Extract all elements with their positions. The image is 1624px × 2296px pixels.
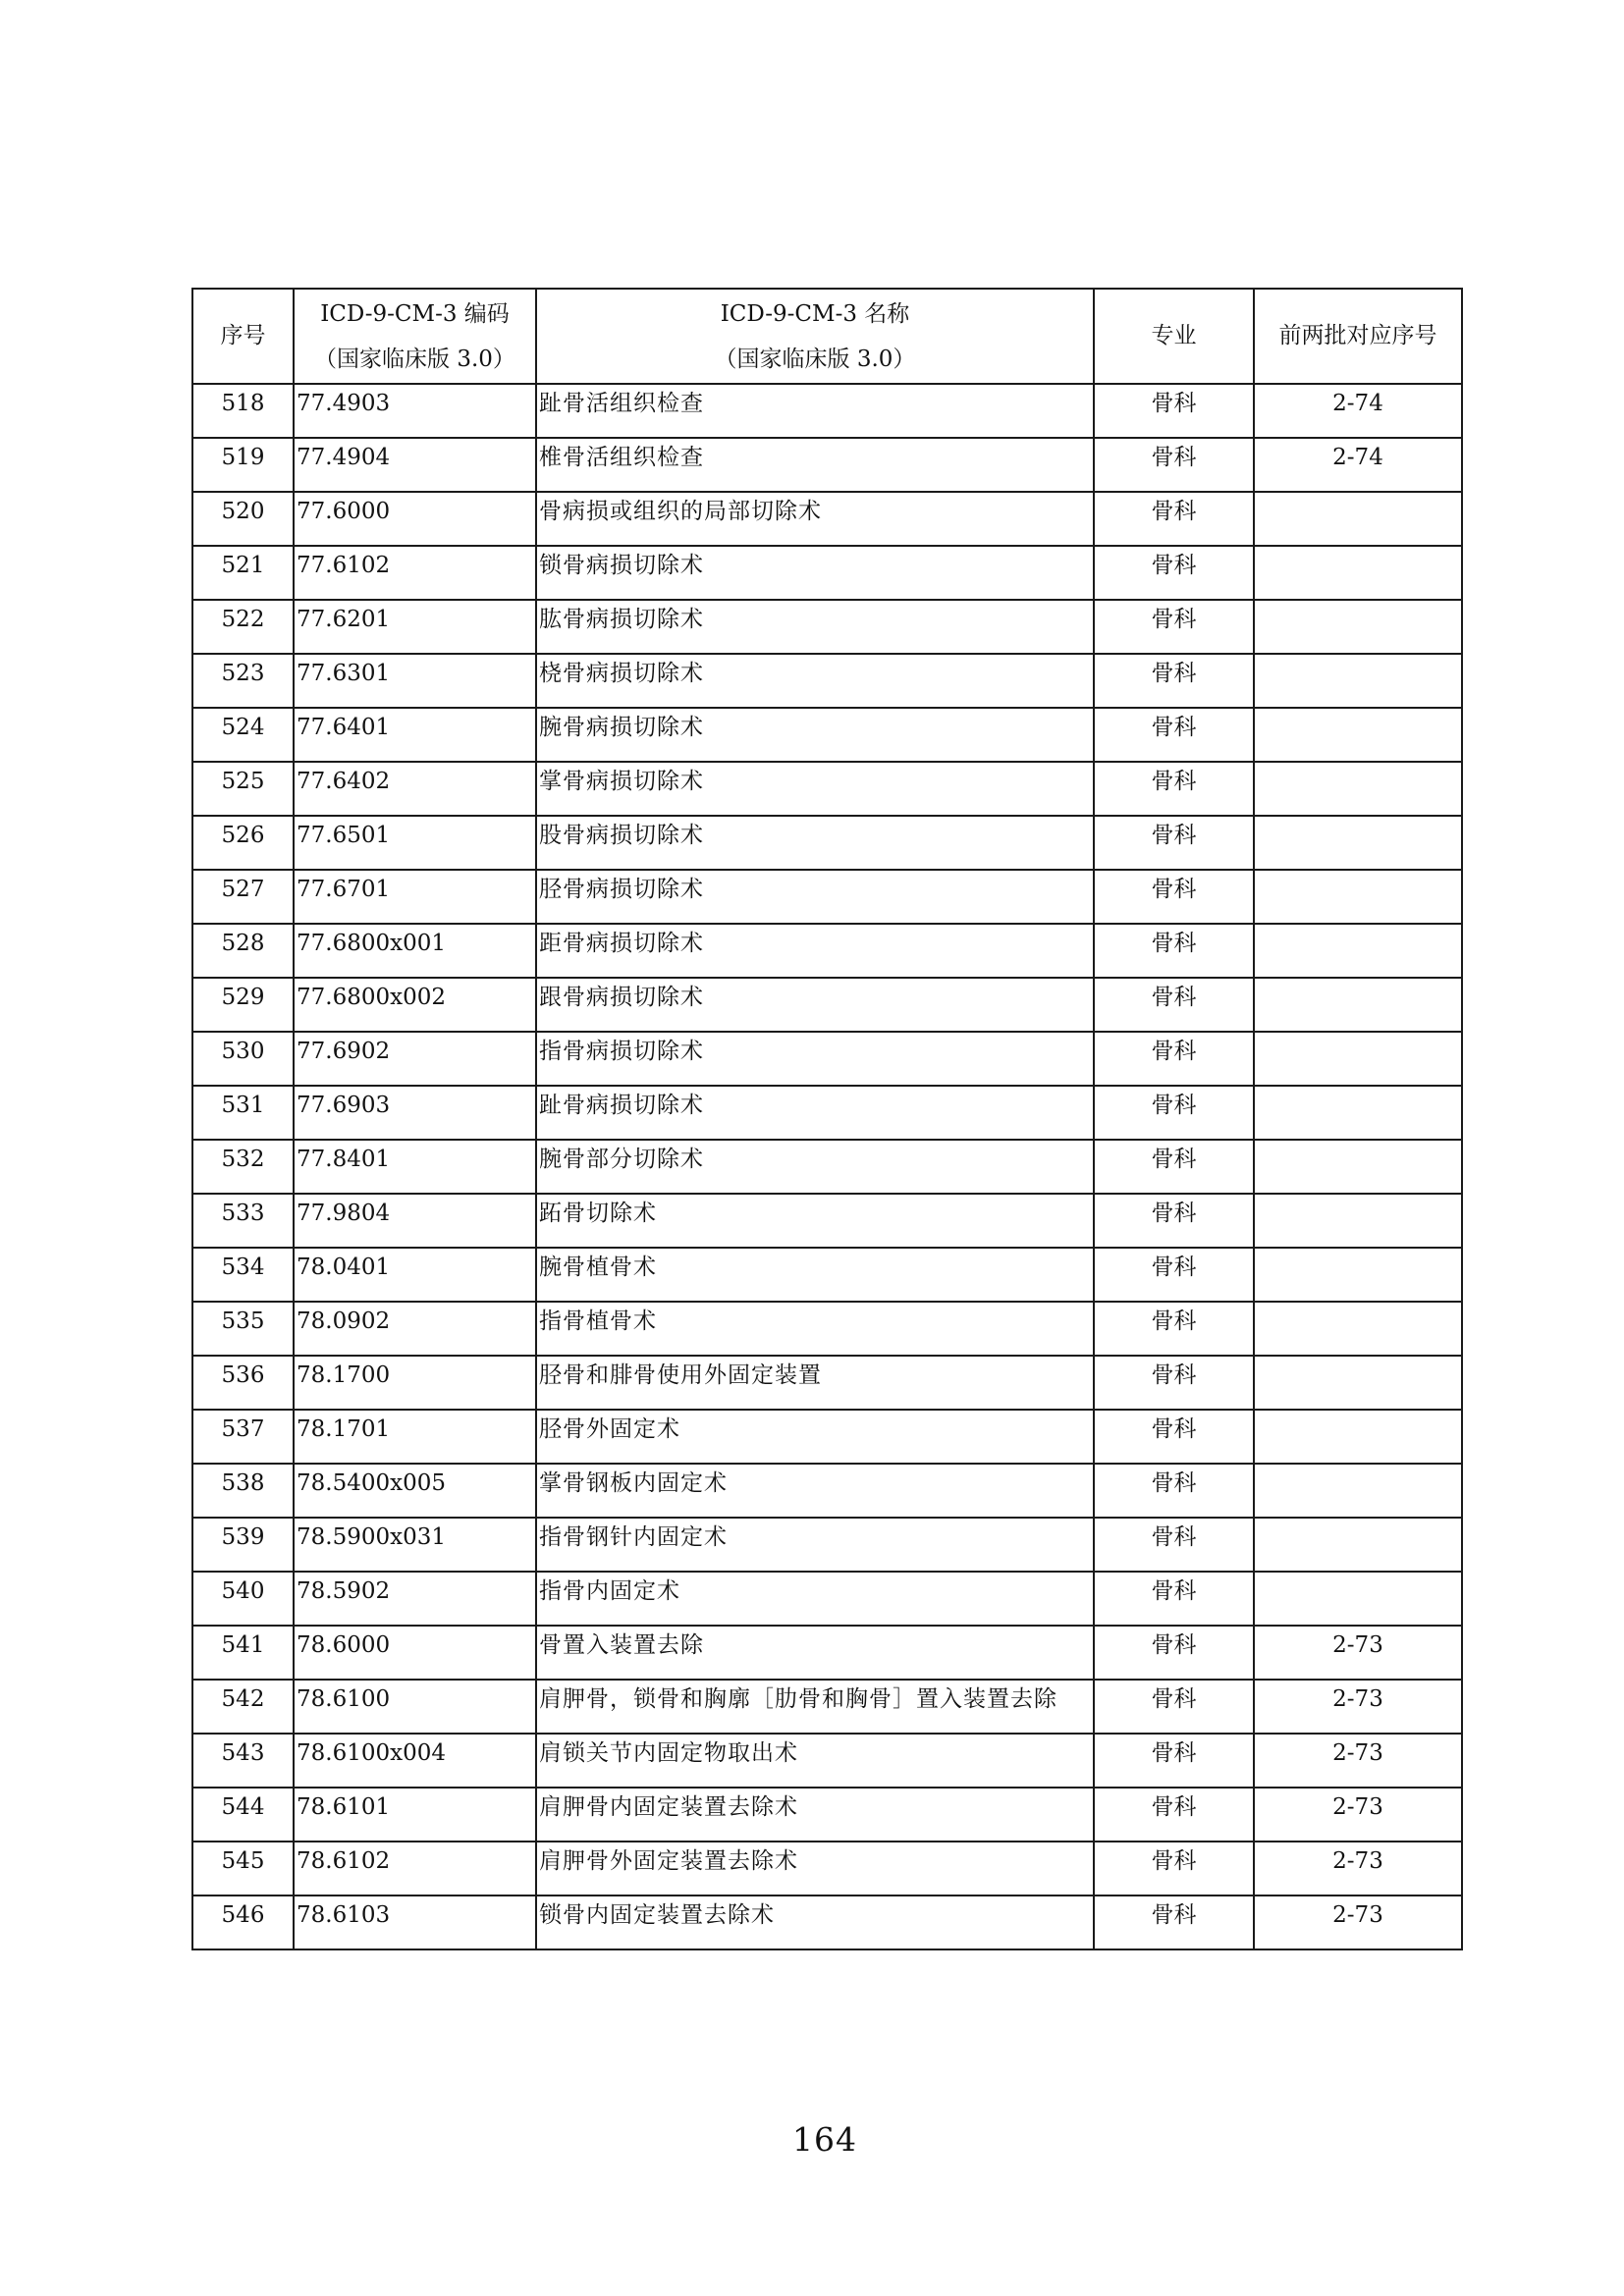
cell-specialty: 骨科 [1094, 654, 1254, 708]
cell-specialty: 骨科 [1094, 1032, 1254, 1086]
cell-specialty: 骨科 [1094, 1572, 1254, 1626]
cell-name: 肩胛骨外固定装置去除术 [536, 1842, 1094, 1896]
cell-specialty: 骨科 [1094, 1734, 1254, 1788]
cell-name: 指骨钢针内固定术 [536, 1518, 1094, 1572]
header-seq: 序号 [192, 289, 294, 384]
table-row [192, 654, 1462, 708]
cell-name: 腕骨部分切除术 [536, 1140, 1094, 1194]
cell-specialty: 骨科 [1094, 1464, 1254, 1518]
cell-prev-seq [1254, 1464, 1462, 1518]
cell-specialty: 骨科 [1094, 492, 1254, 546]
cell-code: 78.5902 [294, 1572, 536, 1626]
cell-name: 锁骨内固定装置去除术 [536, 1896, 1094, 1949]
cell-seq: 539 [192, 1518, 294, 1572]
cell-code: 77.6301 [294, 654, 536, 708]
table-row [192, 600, 1462, 654]
cell-seq: 541 [192, 1626, 294, 1680]
cell-seq: 536 [192, 1356, 294, 1410]
header-prev-seq: 前两批对应序号 [1254, 289, 1462, 384]
cell-code: 78.1701 [294, 1410, 536, 1464]
cell-name: 肩胛骨内固定装置去除术 [536, 1788, 1094, 1842]
cell-prev-seq [1254, 816, 1462, 870]
table-row [192, 1356, 1462, 1410]
cell-seq: 530 [192, 1032, 294, 1086]
cell-code: 78.6100x004 [294, 1734, 536, 1788]
icd-procedure-table [191, 288, 1463, 1950]
cell-seq: 545 [192, 1842, 294, 1896]
cell-name: 指骨植骨术 [536, 1302, 1094, 1356]
cell-specialty: 骨科 [1094, 924, 1254, 978]
cell-prev-seq [1254, 1356, 1462, 1410]
table-row [192, 978, 1462, 1032]
cell-specialty: 骨科 [1094, 978, 1254, 1032]
cell-code: 77.6903 [294, 1086, 536, 1140]
cell-seq: 544 [192, 1788, 294, 1842]
cell-specialty: 骨科 [1094, 1410, 1254, 1464]
cell-prev-seq [1254, 492, 1462, 546]
cell-code: 77.6800x001 [294, 924, 536, 978]
cell-prev-seq [1254, 1518, 1462, 1572]
cell-seq: 542 [192, 1680, 294, 1734]
cell-name: 肱骨病损切除术 [536, 600, 1094, 654]
table-row [192, 1734, 1462, 1788]
cell-code: 78.0401 [294, 1248, 536, 1302]
cell-code: 77.4904 [294, 438, 536, 492]
cell-name: 掌骨钢板内固定术 [536, 1464, 1094, 1518]
cell-code: 77.8401 [294, 1140, 536, 1194]
cell-prev-seq [1254, 708, 1462, 762]
cell-code: 77.6000 [294, 492, 536, 546]
cell-seq: 532 [192, 1140, 294, 1194]
cell-seq: 535 [192, 1302, 294, 1356]
cell-seq: 528 [192, 924, 294, 978]
cell-specialty: 骨科 [1094, 438, 1254, 492]
table-row [192, 1572, 1462, 1626]
cell-seq: 524 [192, 708, 294, 762]
cell-seq: 540 [192, 1572, 294, 1626]
cell-seq: 531 [192, 1086, 294, 1140]
cell-seq: 519 [192, 438, 294, 492]
cell-name: 桡骨病损切除术 [536, 654, 1094, 708]
table-row [192, 924, 1462, 978]
cell-prev-seq [1254, 1194, 1462, 1248]
table-row [192, 1140, 1462, 1194]
cell-prev-seq: 2-73 [1254, 1626, 1462, 1680]
cell-specialty: 骨科 [1094, 1194, 1254, 1248]
cell-prev-seq: 2-73 [1254, 1842, 1462, 1896]
table-row [192, 816, 1462, 870]
cell-specialty: 骨科 [1094, 1626, 1254, 1680]
cell-prev-seq [1254, 978, 1462, 1032]
cell-code: 78.5400x005 [294, 1464, 536, 1518]
cell-name: 距骨病损切除术 [536, 924, 1094, 978]
cell-specialty: 骨科 [1094, 1680, 1254, 1734]
cell-prev-seq [1254, 1302, 1462, 1356]
cell-prev-seq [1254, 546, 1462, 600]
cell-name: 跟骨病损切除术 [536, 978, 1094, 1032]
table-row [192, 1302, 1462, 1356]
table-row [192, 1464, 1462, 1518]
cell-specialty: 骨科 [1094, 1518, 1254, 1572]
cell-prev-seq [1254, 600, 1462, 654]
cell-code: 77.4903 [294, 384, 536, 438]
cell-prev-seq: 2-73 [1254, 1896, 1462, 1949]
cell-name: 椎骨活组织检查 [536, 438, 1094, 492]
cell-code: 77.6701 [294, 870, 536, 924]
cell-seq: 546 [192, 1896, 294, 1949]
cell-prev-seq [1254, 1032, 1462, 1086]
cell-code: 77.6201 [294, 600, 536, 654]
cell-prev-seq [1254, 1572, 1462, 1626]
cell-seq: 534 [192, 1248, 294, 1302]
cell-seq: 521 [192, 546, 294, 600]
cell-specialty: 骨科 [1094, 1356, 1254, 1410]
table-row [192, 870, 1462, 924]
cell-code: 78.6103 [294, 1896, 536, 1949]
cell-prev-seq: 2-73 [1254, 1680, 1462, 1734]
cell-prev-seq [1254, 1248, 1462, 1302]
cell-seq: 520 [192, 492, 294, 546]
cell-seq: 518 [192, 384, 294, 438]
table-row [192, 1680, 1462, 1734]
header-specialty: 专业 [1094, 289, 1254, 384]
cell-code: 77.6401 [294, 708, 536, 762]
cell-seq: 526 [192, 816, 294, 870]
cell-prev-seq [1254, 1086, 1462, 1140]
cell-code: 78.6101 [294, 1788, 536, 1842]
cell-name: 肩锁关节内固定物取出术 [536, 1734, 1094, 1788]
table-row [192, 1896, 1462, 1949]
cell-code: 77.6402 [294, 762, 536, 816]
cell-prev-seq: 2-73 [1254, 1734, 1462, 1788]
cell-specialty: 骨科 [1094, 600, 1254, 654]
cell-specialty: 骨科 [1094, 708, 1254, 762]
cell-specialty: 骨科 [1094, 1140, 1254, 1194]
cell-specialty: 骨科 [1094, 870, 1254, 924]
table-row [192, 1032, 1462, 1086]
cell-seq: 522 [192, 600, 294, 654]
cell-code: 78.0902 [294, 1302, 536, 1356]
cell-name: 锁骨病损切除术 [536, 546, 1094, 600]
table-row [192, 438, 1462, 492]
cell-specialty: 骨科 [1094, 1896, 1254, 1949]
cell-name: 骨病损或组织的局部切除术 [536, 492, 1094, 546]
cell-seq: 538 [192, 1464, 294, 1518]
cell-code: 78.6000 [294, 1626, 536, 1680]
header-code: ICD-9-CM-3 编码 （国家临床版 3.0） [294, 289, 536, 384]
table-row [192, 1086, 1462, 1140]
table-row [192, 492, 1462, 546]
table-row [192, 1842, 1462, 1896]
cell-prev-seq [1254, 870, 1462, 924]
cell-name: 跖骨切除术 [536, 1194, 1094, 1248]
cell-seq: 523 [192, 654, 294, 708]
cell-specialty: 骨科 [1094, 816, 1254, 870]
table-row [192, 762, 1462, 816]
cell-prev-seq: 2-73 [1254, 1788, 1462, 1842]
cell-name: 掌骨病损切除术 [536, 762, 1094, 816]
cell-seq: 527 [192, 870, 294, 924]
cell-name: 胫骨和腓骨使用外固定装置 [536, 1356, 1094, 1410]
table-row [192, 1518, 1462, 1572]
cell-specialty: 骨科 [1094, 762, 1254, 816]
cell-specialty: 骨科 [1094, 1086, 1254, 1140]
cell-specialty: 骨科 [1094, 384, 1254, 438]
table-row [192, 1626, 1462, 1680]
cell-name: 骨置入装置去除 [536, 1626, 1094, 1680]
cell-code: 77.6102 [294, 546, 536, 600]
cell-name: 指骨内固定术 [536, 1572, 1094, 1626]
cell-specialty: 骨科 [1094, 1788, 1254, 1842]
cell-code: 78.6100 [294, 1680, 536, 1734]
cell-code: 77.6902 [294, 1032, 536, 1086]
cell-seq: 529 [192, 978, 294, 1032]
cell-prev-seq [1254, 654, 1462, 708]
cell-name: 趾骨病损切除术 [536, 1086, 1094, 1140]
cell-prev-seq: 2-74 [1254, 438, 1462, 492]
cell-code: 77.9804 [294, 1194, 536, 1248]
cell-specialty: 骨科 [1094, 1302, 1254, 1356]
cell-prev-seq [1254, 1140, 1462, 1194]
table-row [192, 384, 1462, 438]
cell-name: 肩胛骨，锁骨和胸廓［肋骨和胸骨］置入装置去除 [536, 1680, 1094, 1734]
table-row [192, 1248, 1462, 1302]
header-name: ICD-9-CM-3 名称 （国家临床版 3.0） [536, 289, 1094, 384]
cell-specialty: 骨科 [1094, 546, 1254, 600]
table-body [192, 384, 1462, 1949]
table-row [192, 1788, 1462, 1842]
table-row [192, 546, 1462, 600]
table-row [192, 1194, 1462, 1248]
table-row [192, 708, 1462, 762]
cell-name: 指骨病损切除术 [536, 1032, 1094, 1086]
cell-prev-seq [1254, 924, 1462, 978]
cell-name: 胫骨病损切除术 [536, 870, 1094, 924]
cell-seq: 533 [192, 1194, 294, 1248]
cell-prev-seq: 2-74 [1254, 384, 1462, 438]
cell-code: 77.6800x002 [294, 978, 536, 1032]
page-number: 164 [792, 2120, 857, 2159]
cell-seq: 543 [192, 1734, 294, 1788]
cell-code: 77.6501 [294, 816, 536, 870]
cell-name: 股骨病损切除术 [536, 816, 1094, 870]
cell-prev-seq [1254, 1410, 1462, 1464]
cell-seq: 537 [192, 1410, 294, 1464]
table-row [192, 1410, 1462, 1464]
cell-seq: 525 [192, 762, 294, 816]
cell-specialty: 骨科 [1094, 1842, 1254, 1896]
cell-name: 趾骨活组织检查 [536, 384, 1094, 438]
cell-code: 78.1700 [294, 1356, 536, 1410]
cell-name: 腕骨植骨术 [536, 1248, 1094, 1302]
cell-code: 78.5900x031 [294, 1518, 536, 1572]
cell-name: 胫骨外固定术 [536, 1410, 1094, 1464]
cell-specialty: 骨科 [1094, 1248, 1254, 1302]
cell-prev-seq [1254, 762, 1462, 816]
cell-code: 78.6102 [294, 1842, 536, 1896]
cell-name: 腕骨病损切除术 [536, 708, 1094, 762]
table-header-row [192, 289, 1462, 384]
